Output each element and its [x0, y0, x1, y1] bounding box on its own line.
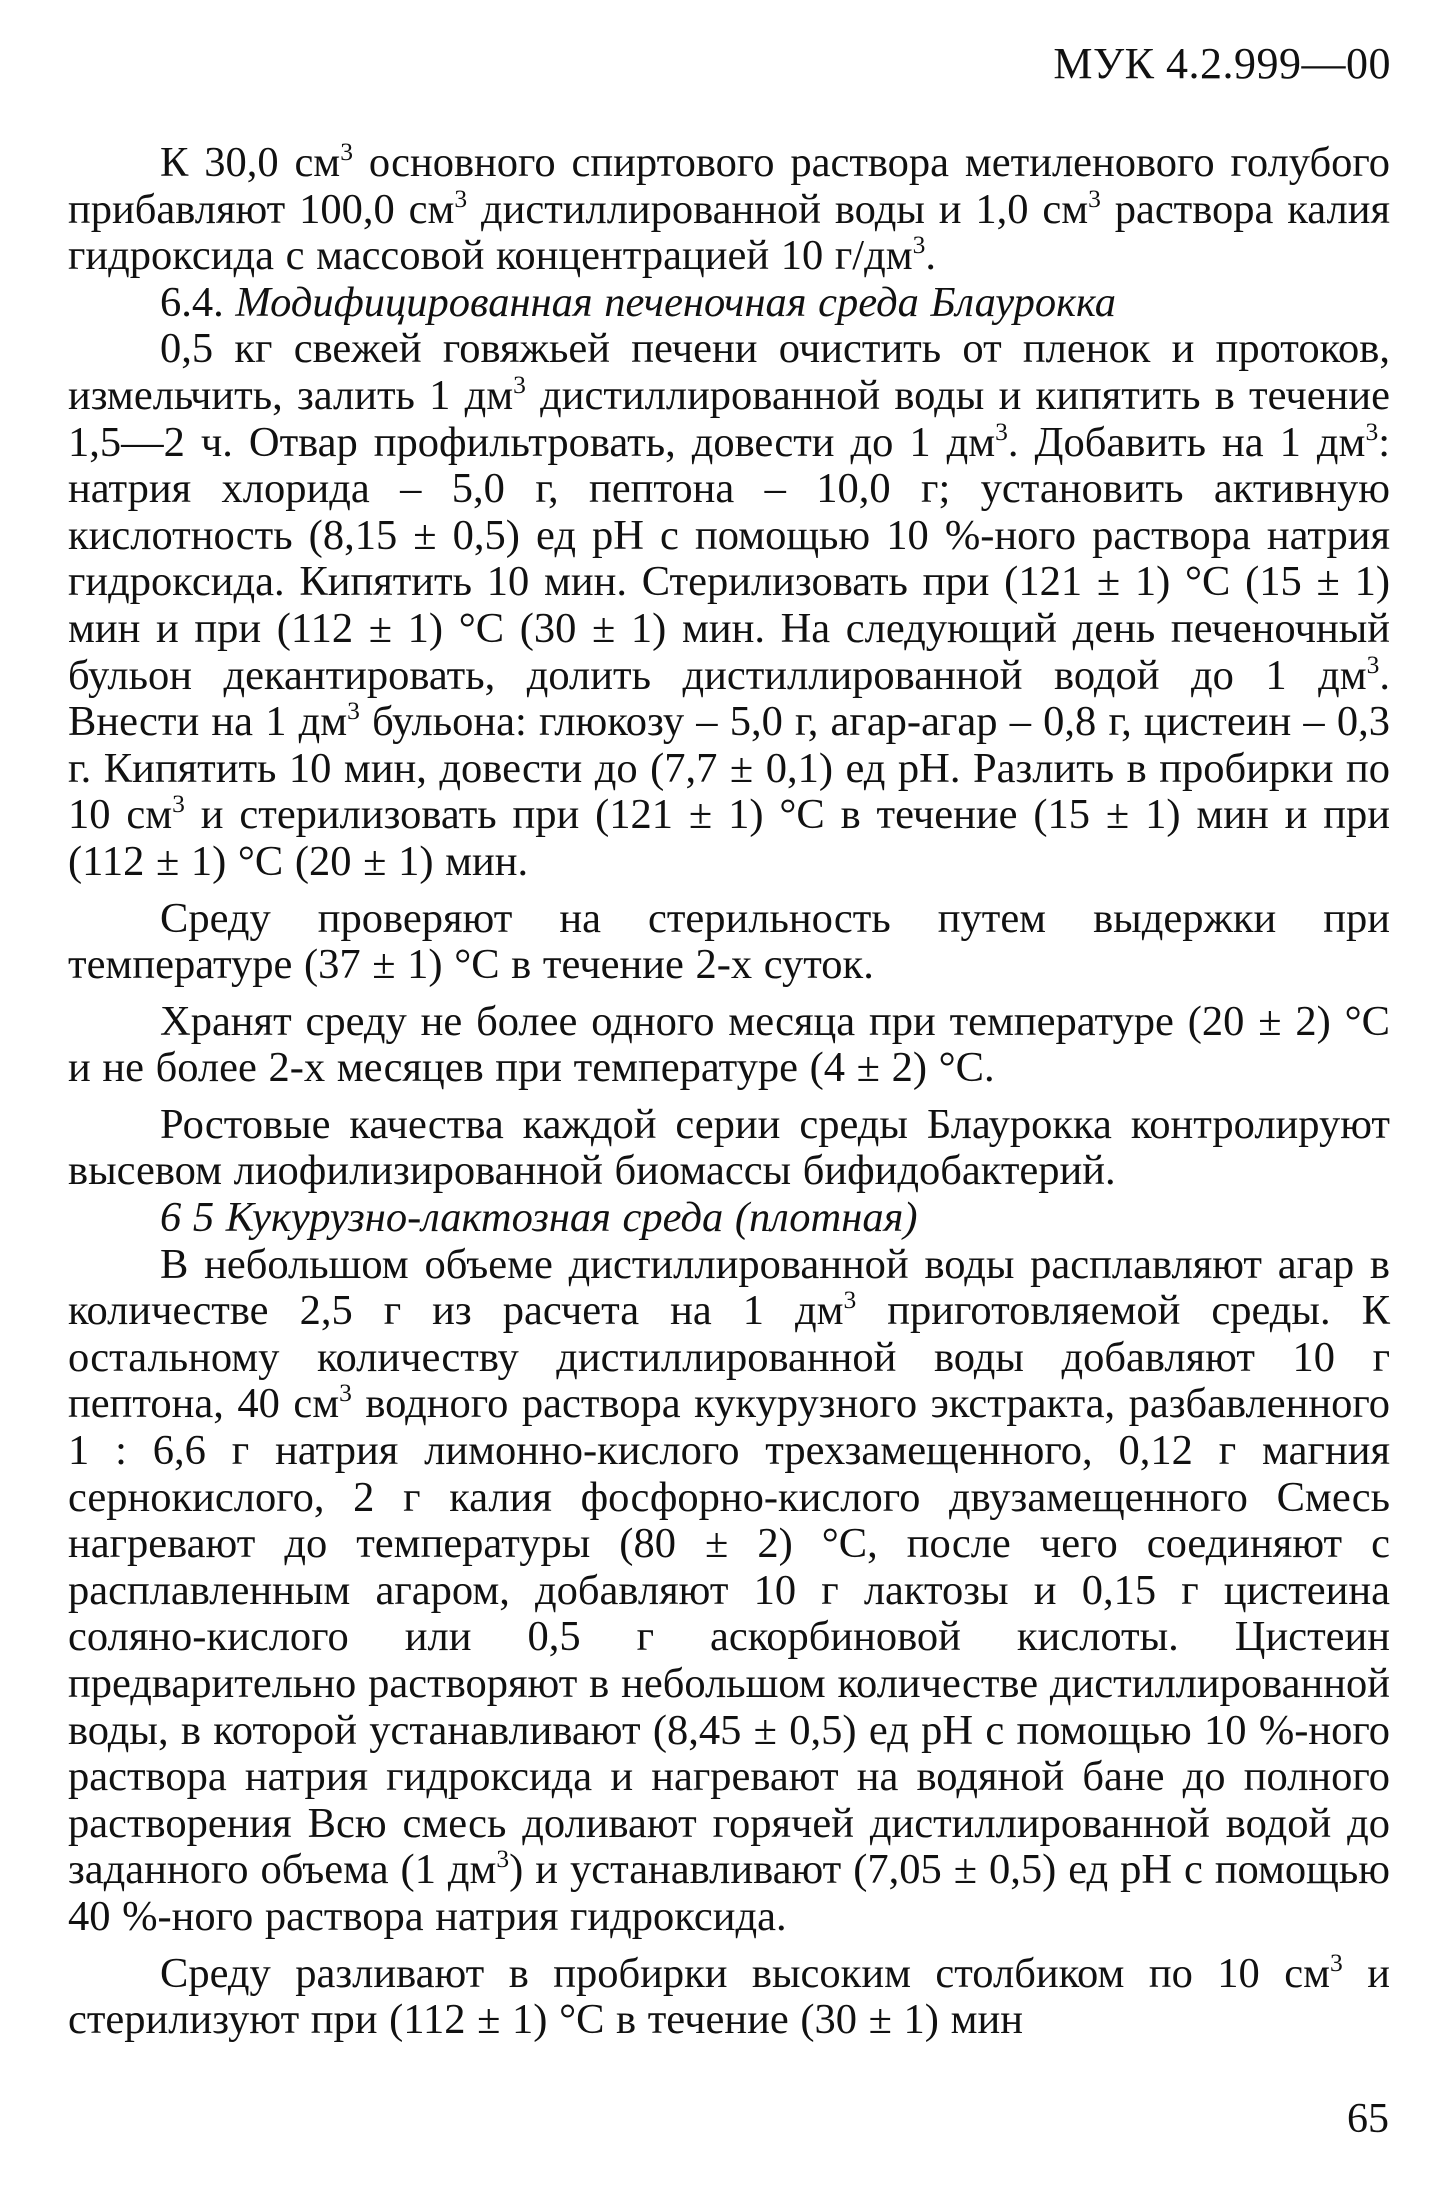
body-paragraph-p4: Хранят среду не более одного месяца при температуре (20 ± 2) °С и не более 2-х месяцев при температуре (4 ± 2) °С.: [68, 997, 1390, 1092]
body-paragraph-p1: К 30,0 $см^3$ основного спиртового раствора метиленового голубого прибавляют 100,0 $см^3$ дистиллированной воды и 1,0 $см^3$ раствора калия гидроксида с массовой концентрацией 10 $г/дм^3$.: [68, 137, 1390, 280]
section-title: Кукурузно-лактозная среда (плотная): [225, 1194, 918, 1242]
body-paragraph-p2: 0,5 кг свежей говяжьей печени очистить от пленок и протоков, измельчить, залить 1 $дм^3$ дистиллированной воды и кипятить в течение 1,5—2 ч. Отвар профильтровать, довести до 1 $дм^3$. Добавить на 1 $дм^3$: натрия хлорида – 5,0 г, пептона – 10,0 г; установить активную кислотность (8,15 ± 0,5) ед рН с помощью 10 %-ного раствора натрия гидроксида. Кипятить 10 мин. Стерилизовать при (121 ± 1) °С (15 ± 1) мин и при (112 ± 1) °С (30 ± 1) мин. На следующий день печеночный бульон декантировать, долить дистиллированной водой до 1 $дм^3$. Внести на 1 $дм^3$ бульона: глюкозу – 5,0 г, агар-агар – 0,8 г, цистеин – 0,3 г. Кипятить 10 мин, довести до (7,7 ± 0,1) ед рН. Разлить в пробирки по 10 $см^3$ и стерилизовать при (121 ± 1) °С в течение (15 ± 1) мин и при (112 ± 1) °С (20 ± 1) мин.: [68, 325, 1391, 885]
page-number: 65: [1347, 2096, 1389, 2142]
body-paragraph-p3: Среду проверяют на стерильность путем выдержки при температуре (37 ± 1) °С в течение 2-х суток.: [68, 894, 1390, 989]
document-code-header: МУК 4.2.999—00: [1053, 39, 1391, 88]
body-paragraph-p5: Ростовые качества каждой серии среды Блаурокка контролируют высевом лиофилизированной биомассы бифидобактерий.: [68, 1100, 1390, 1195]
section-number: 6.4.: [160, 278, 224, 326]
section-title: Модифицированная печеночная среда Блаурокка: [235, 278, 1117, 326]
body-paragraph-p6: В небольшом объеме дистиллированной воды расплавляют агар в количестве 2,5 г из расчета на 1 $дм^3$ приготовляемой среды. К остальному количеству дистиллированной воды добавляют 10 г пептона, 40 $см^3$ водного раствора кукурузного экстракта, разбавленного 1 : 6,6 г натрия лимонно-кислого трехзамещенного, 0,12 г магния сернокислого, 2 г калия фосфорно-кислого двузамещенного Смесь нагревают до температуры (80 ± 2) °С, после чего соединяют с расплавленным агаром, добавляют 10 г лактозы и 0,15 г цистеина соляно-кислого или 0,5 г аскорбиновой кислоты. Цистеин предварительно растворяют в небольшом количестве дистиллированной воды, в которой устанавливают (8,45 ± 0,5) ед рН с помощью 10 %-ного раствора натрия гидроксида и нагревают на водяной бане до полного растворения Всю смесь доливают горячей дистиллированной водой до заданного объема (1 $дм^3$) и устанавливают (7,05 ± 0,5) ед рН с помощью 40 %-ного раствора натрия гидроксида.: [68, 1240, 1391, 1940]
section-number: 6 5: [160, 1194, 215, 1242]
section-heading-h64: [68, 280, 1390, 327]
section-heading-h65: [68, 1195, 1390, 1242]
body-paragraph-p7: Среду разливают в пробирки высоким столбиком по 10 $см^3$ и стерилизуют при (112 ± 1) °С в течение (30 ± 1) мин: [68, 1947, 1391, 2044]
document-body: [68, 137, 1391, 2044]
